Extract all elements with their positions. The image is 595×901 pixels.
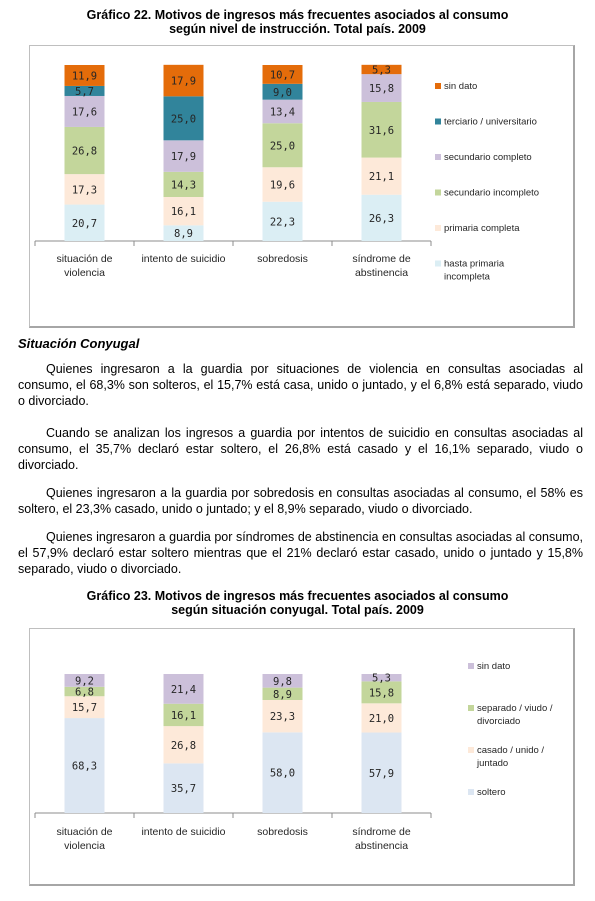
chart-22-category-label-3: síndrome de xyxy=(352,253,411,265)
chart-22-data-label-secundario-completo-0: 17,6 xyxy=(71,106,98,119)
chart-22-data-label-hasta-primaria-incompleta-1: 8,9 xyxy=(174,228,193,241)
chart-22-data-label-secundario-incompleto-3: 31,6 xyxy=(368,124,395,137)
chart-23-data-label-sin-dato-2: 9,8 xyxy=(273,675,292,688)
chart-22-data-label-primaria-completa-2: 19,6 xyxy=(269,179,296,192)
chart-23-data-label-soltero-1: 35,7 xyxy=(170,783,197,796)
chart-22-title xyxy=(0,8,595,36)
chart-22-legend-label-secundario-completo: secundario completo xyxy=(444,152,532,163)
chart-22-data-label-hasta-primaria-incompleta-3: 26,3 xyxy=(368,212,395,225)
chart-23-data-label-soltero-0: 68,3 xyxy=(71,760,98,773)
chart-22-data-label-secundario-completo-2: 13,4 xyxy=(269,106,296,119)
chart-23-legend-swatch-casado-unido-juntado xyxy=(468,747,474,753)
chart-23-legend-label-separado-viudo-divorciado: divorciado xyxy=(477,716,521,727)
chart-22-legend-swatch-secundario-incompleto xyxy=(435,190,441,196)
chart-22-data-label-secundario-completo-3: 15,8 xyxy=(368,83,395,96)
chart-23-legend-swatch-separado-viudo-divorciado xyxy=(468,705,474,711)
chart-22-data-label-primaria-completa-0: 17,3 xyxy=(71,184,98,197)
chart-22-category-label-1: intento de suicidio xyxy=(141,253,226,265)
paragraph-withdrawal: Quienes ingresaron a guardia por síndromes de abstinencia en consultas asociadas al consumo, el 57,9% declaró estar soltero mientras que el 21% declaró estar casado, unido o juntado y 15,8% separado, viudo o divorciado. xyxy=(18,530,583,576)
chart-22-legend-swatch-terciario-universitario xyxy=(435,119,441,125)
chart-23-title xyxy=(0,589,595,617)
chart-22-data-label-terciario-universitario-0: 5,7 xyxy=(75,85,94,98)
chart-23-data-label-separado-viudo-divorciado-2: 8,9 xyxy=(273,688,292,701)
chart-22-data-label-secundario-incompleto-2: 25,0 xyxy=(269,140,296,153)
chart-23-data-label-casado-unido-juntado-2: 23,3 xyxy=(269,711,296,724)
chart-22-data-label-secundario-incompleto-0: 26,8 xyxy=(71,145,98,158)
chart-22-legend-label-terciario-universitario: terciario / universitario xyxy=(444,116,537,128)
chart-22-data-label-primaria-completa-1: 16,1 xyxy=(170,206,197,219)
chart-23-legend-label-separado-viudo-divorciado: separado / viudo / xyxy=(477,703,553,714)
chart-22-category-label-0: situación de xyxy=(56,253,113,265)
chart-23-legend-label-casado-unido-juntado: casado / unido / xyxy=(477,745,545,756)
chart-23-category-label-2: sobredosis xyxy=(257,826,308,838)
chart-23-category-label-3: abstinencia xyxy=(354,840,409,852)
chart-23-legend-label-casado-unido-juntado: juntado xyxy=(477,758,509,769)
paragraph-overdose: Quienes ingresaron a la guardia por sobredosis en consultas asociadas al consumo, el 58% es soltero, el 23,3% casado, unido o juntado; y el 8,9% separado, viudo o divorciado. xyxy=(18,486,583,516)
chart-22-data-label-terciario-universitario-2: 9,0 xyxy=(273,86,292,99)
chart-22-legend-swatch-secundario-completo xyxy=(435,154,441,160)
chart-22-data-label-sin-dato-1: 17,9 xyxy=(170,75,197,88)
chart-23-data-label-sin-dato-0: 9,2 xyxy=(75,675,94,688)
chart-22-legend-label-sin-dato: sin dato xyxy=(444,81,478,92)
chart-22-frame xyxy=(29,45,575,328)
chart-23-data-label-separado-viudo-divorciado-0: 6,8 xyxy=(75,686,94,699)
chart-23-data-label-separado-viudo-divorciado-3: 15,8 xyxy=(368,687,395,700)
chart-22-data-label-sin-dato-0: 11,9 xyxy=(71,70,98,83)
paragraph-suicide: Cuando se analizan los ingresos a guardia por intentos de suicidio en consultas asociadas al consumo, el 35,7% declaró estar soltero, el 26,8% está casado y el 16,1% separado, viudo o divorciado. xyxy=(18,426,583,472)
chart-22-data-label-primaria-completa-3: 21,1 xyxy=(368,171,395,184)
chart-23-title-line2: según situación conyugal. Total país. 2009 xyxy=(171,603,424,617)
chart-23-data-label-soltero-2: 58,0 xyxy=(269,767,296,780)
chart-23-data-label-casado-unido-juntado-0: 15,7 xyxy=(71,702,98,715)
chart-22-legend-label-primaria-completa: primaria completa xyxy=(444,223,520,234)
chart-23-data-label-separado-viudo-divorciado-1: 16,1 xyxy=(170,709,197,722)
chart-22-data-label-terciario-universitario-1: 25,0 xyxy=(170,113,197,126)
chart-23-data-label-casado-unido-juntado-3: 21,0 xyxy=(368,712,395,725)
chart-23-data-label-sin-dato-3: 5,3 xyxy=(372,672,391,685)
chart-23-category-label-1: intento de suicidio xyxy=(141,826,226,838)
chart-23-category-label-0: violencia xyxy=(64,840,105,852)
chart-22-category-label-2: sobredosis xyxy=(257,253,308,265)
paragraph-violence: Quienes ingresaron a la guardia por situaciones de violencia en consultas asociadas al consumo, el 68,3% son solteros, el 15,7% está casa, unido o juntado, y el 6,8% está separado, viudo o divorciado. xyxy=(18,362,583,408)
chart-22-legend-swatch-primaria-completa xyxy=(435,225,441,231)
chart-23-category-label-3: síndrome de xyxy=(352,826,411,838)
chart-22-data-label-secundario-incompleto-1: 14,3 xyxy=(170,179,197,192)
section-heading: Situación Conyugal xyxy=(18,336,140,351)
chart-23-frame xyxy=(29,628,575,886)
chart-22-legend-label-hasta-primaria-incompleta: incompleta xyxy=(444,271,490,283)
chart-22-data-label-hasta-primaria-incompleta-0: 20,7 xyxy=(71,217,98,230)
chart-23-legend-swatch-soltero xyxy=(468,789,474,795)
chart-22-legend-label-secundario-incompleto: secundario incompleto xyxy=(444,187,540,199)
chart-23-svg xyxy=(30,629,573,884)
chart-22-title-line2: según nivel de instrucción. Total país. 2009 xyxy=(169,22,426,36)
chart-23-data-label-soltero-3: 57,9 xyxy=(368,767,395,780)
chart-23-data-label-casado-unido-juntado-1: 26,8 xyxy=(170,739,197,752)
chart-22-svg xyxy=(30,46,573,326)
chart-22-category-label-0: violencia xyxy=(64,267,105,279)
chart-22-data-label-sin-dato-3: 5,3 xyxy=(372,64,391,77)
chart-23-title-line1: Gráfico 23. Motivos de ingresos más frecuentes asociados al consumo xyxy=(86,589,509,603)
chart-22-legend-label-hasta-primaria-incompleta: hasta primaria xyxy=(444,258,505,270)
chart-22-legend-swatch-sin-dato xyxy=(435,83,441,89)
chart-22-category-label-3: abstinencia xyxy=(354,267,409,279)
chart-22-data-label-sin-dato-2: 10,7 xyxy=(269,69,296,82)
chart-23-data-label-sin-dato-1: 21,4 xyxy=(170,683,197,696)
chart-23-legend-swatch-sin-dato xyxy=(468,663,474,669)
chart-22-data-label-hasta-primaria-incompleta-2: 22,3 xyxy=(269,216,296,229)
chart-22-title-line1: Gráfico 22. Motivos de ingresos más frecuentes asociados al consumo xyxy=(86,8,509,22)
chart-22-legend-swatch-hasta-primaria-incompleta xyxy=(435,261,441,267)
chart-22-data-label-secundario-completo-1: 17,9 xyxy=(170,151,197,164)
chart-23-category-label-0: situación de xyxy=(56,826,113,838)
chart-23-legend-label-sin-dato: sin dato xyxy=(477,661,511,672)
chart-23-legend-label-soltero: soltero xyxy=(477,787,506,798)
